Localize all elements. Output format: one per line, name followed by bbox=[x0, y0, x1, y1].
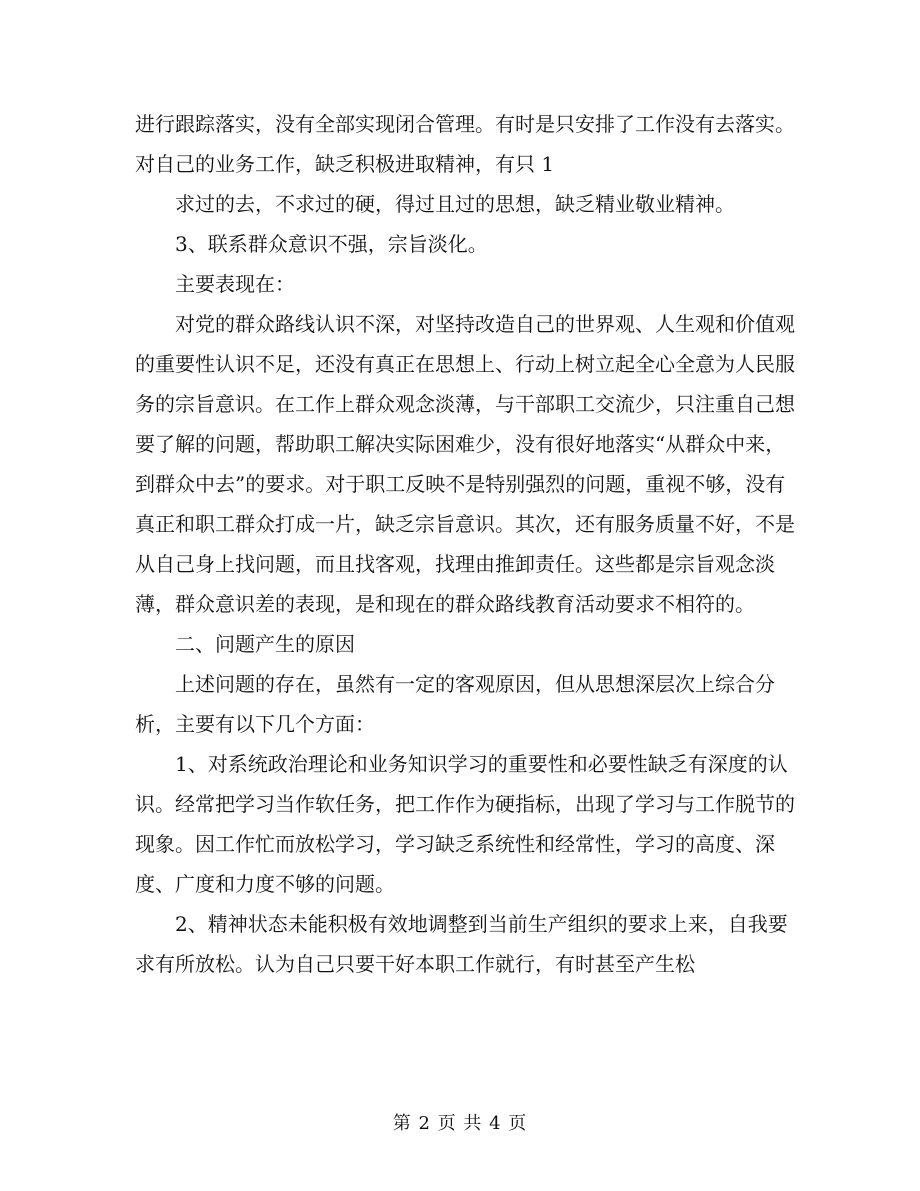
section-heading-causes: 二、问题产生的原因 bbox=[175, 632, 355, 656]
paragraph-2: 求过的去，不求过的硬，得过且过的思想，缺乏精业敬业精神。 bbox=[175, 192, 735, 216]
document-body bbox=[135, 104, 795, 984]
paragraph-6: 2、精神状态未能积极有效地调整到当前生产组织的要求上来，自我要求有所放松。认为自己只要干好本职工作就行，有时甚至产生松 bbox=[135, 912, 788, 976]
paragraph-5: 1、对系统政治理论和业务知识学习的重要性和必要性缺乏有深度的认识。经常把学习当作软任务，把工作作为硬指标，出现了学习与工作脱节的现象。因工作忙而放松学习，学习缺乏系统性和经常性，学习的高度、深度、广度和力度不够的问题。 bbox=[135, 752, 795, 896]
paragraph-4: 上述问题的存在，虽然有一定的客观原因，但从思想深层次上综合分析，主要有以下几个方面： bbox=[135, 672, 775, 736]
subheading-main-manifestation: 主要表现在： bbox=[175, 272, 295, 296]
paragraph-3: 对党的群众路线认识不深，对坚持改造自己的世界观、人生观和价值观的重要性认识不足，还没有真正在思想上、行动上树立起全心全意为人民服务的宗旨意识。在工作上群众观念淡薄，与干部职工交流少，只注重自己想要了解的问题，帮助职工解决实际困难少，没有很好地落实“从群众中来，到群众中去”的要求。对于职工反映不是特别强烈的问题，重视不够，没有真正和职工群众打成一片，缺乏宗旨意识。其次，还有服务质量不好，不是从自己身上找问题，而且找客观，找理由推卸责任。这些都是宗旨观念淡薄，群众意识差的表现，是和现在的群众路线教育活动要求不相符的。 bbox=[135, 312, 795, 616]
page-footer: 第 2 页 共 4 页 bbox=[392, 1113, 528, 1134]
section-heading-3: 3、联系群众意识不强，宗旨淡化。 bbox=[175, 232, 488, 256]
paragraph-1: 进行跟踪落实，没有全部实现闭合管理。有时是只安排了工作没有去落实。对自己的业务工作，缺乏积极进取精神，有只 1 bbox=[135, 112, 795, 176]
